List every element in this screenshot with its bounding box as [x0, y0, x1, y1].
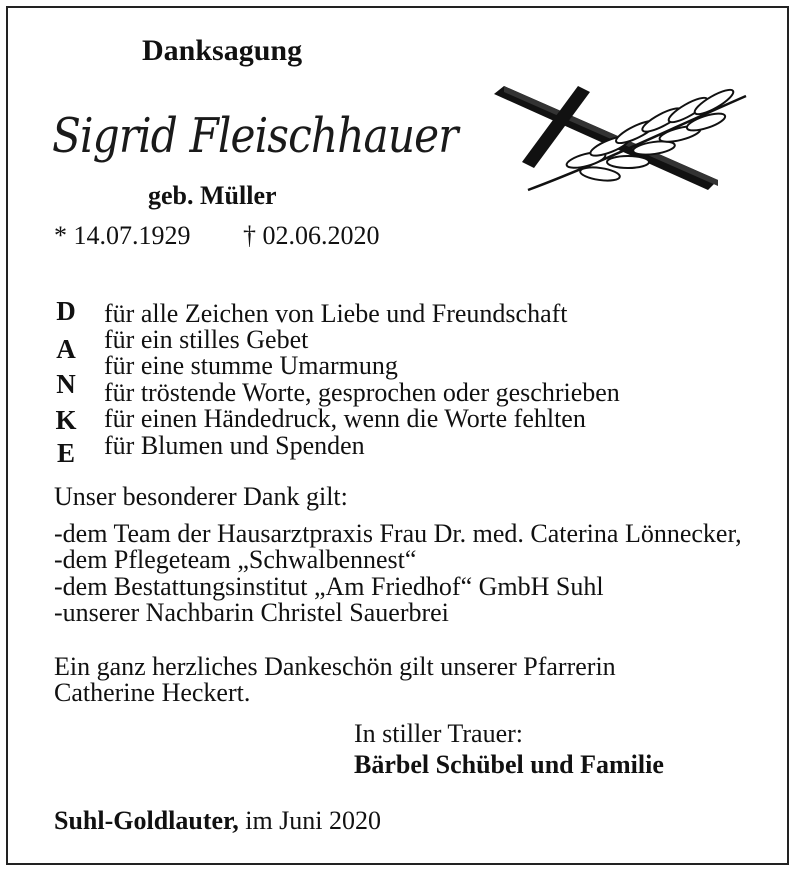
- special-thanks-line: -dem Pflegeteam „Schwalbennest“: [54, 545, 417, 574]
- danke-line: für Blumen und Spenden: [104, 431, 365, 460]
- special-thanks-line: -dem Team der Hausarztpraxis Frau Dr. med. Caterina Lönnecker,: [54, 519, 742, 548]
- pastor-thanks-line: Ein ganz herzliches Dankeschön gilt unserer Pfarrerin: [54, 652, 616, 681]
- special-thanks-line: -unserer Nachbarin Christel Sauerbrei: [54, 598, 449, 627]
- cross-with-branch-icon: [488, 82, 752, 198]
- heading: Danksagung: [142, 34, 303, 67]
- mourning-intro: In stiller Trauer:: [354, 719, 523, 748]
- special-thanks-intro: Unser besonderer Dank gilt:: [54, 482, 348, 511]
- danke-line: für einen Händedruck, wenn die Worte fehlten: [104, 404, 586, 433]
- danke-letter: D: [56, 296, 76, 326]
- death-date: † 02.06.2020: [243, 221, 380, 250]
- danke-letter: E: [56, 438, 75, 468]
- date: im Juni 2020: [238, 806, 382, 835]
- pastor-thanks-line: Catherine Heckert.: [54, 678, 251, 707]
- palm-branch-icon: [528, 86, 746, 190]
- danke-line: für eine stumme Umarmung: [104, 351, 398, 380]
- mourners: Bärbel Schübel und Familie: [354, 750, 664, 779]
- danke-line: für ein stilles Gebet: [104, 325, 309, 354]
- maiden-name: geb. Müller: [148, 181, 277, 210]
- special-thanks-line: -dem Bestattungsinstitut „Am Friedhof“ GmbH Suhl: [54, 572, 604, 601]
- place-date-line: [54, 806, 381, 836]
- danke-line: für tröstende Worte, gesprochen oder geschrieben: [104, 378, 620, 407]
- danke-letter: K: [55, 405, 77, 435]
- deceased-name: Sigrid Fleischhauer: [52, 108, 458, 164]
- place: Suhl-Goldlauter,: [54, 806, 239, 835]
- danke-letter: A: [56, 334, 76, 364]
- danke-line: für alle Zeichen von Liebe und Freundschaft: [104, 299, 568, 328]
- birth-date: * 14.07.1929: [54, 221, 191, 250]
- danke-letter: N: [56, 369, 76, 399]
